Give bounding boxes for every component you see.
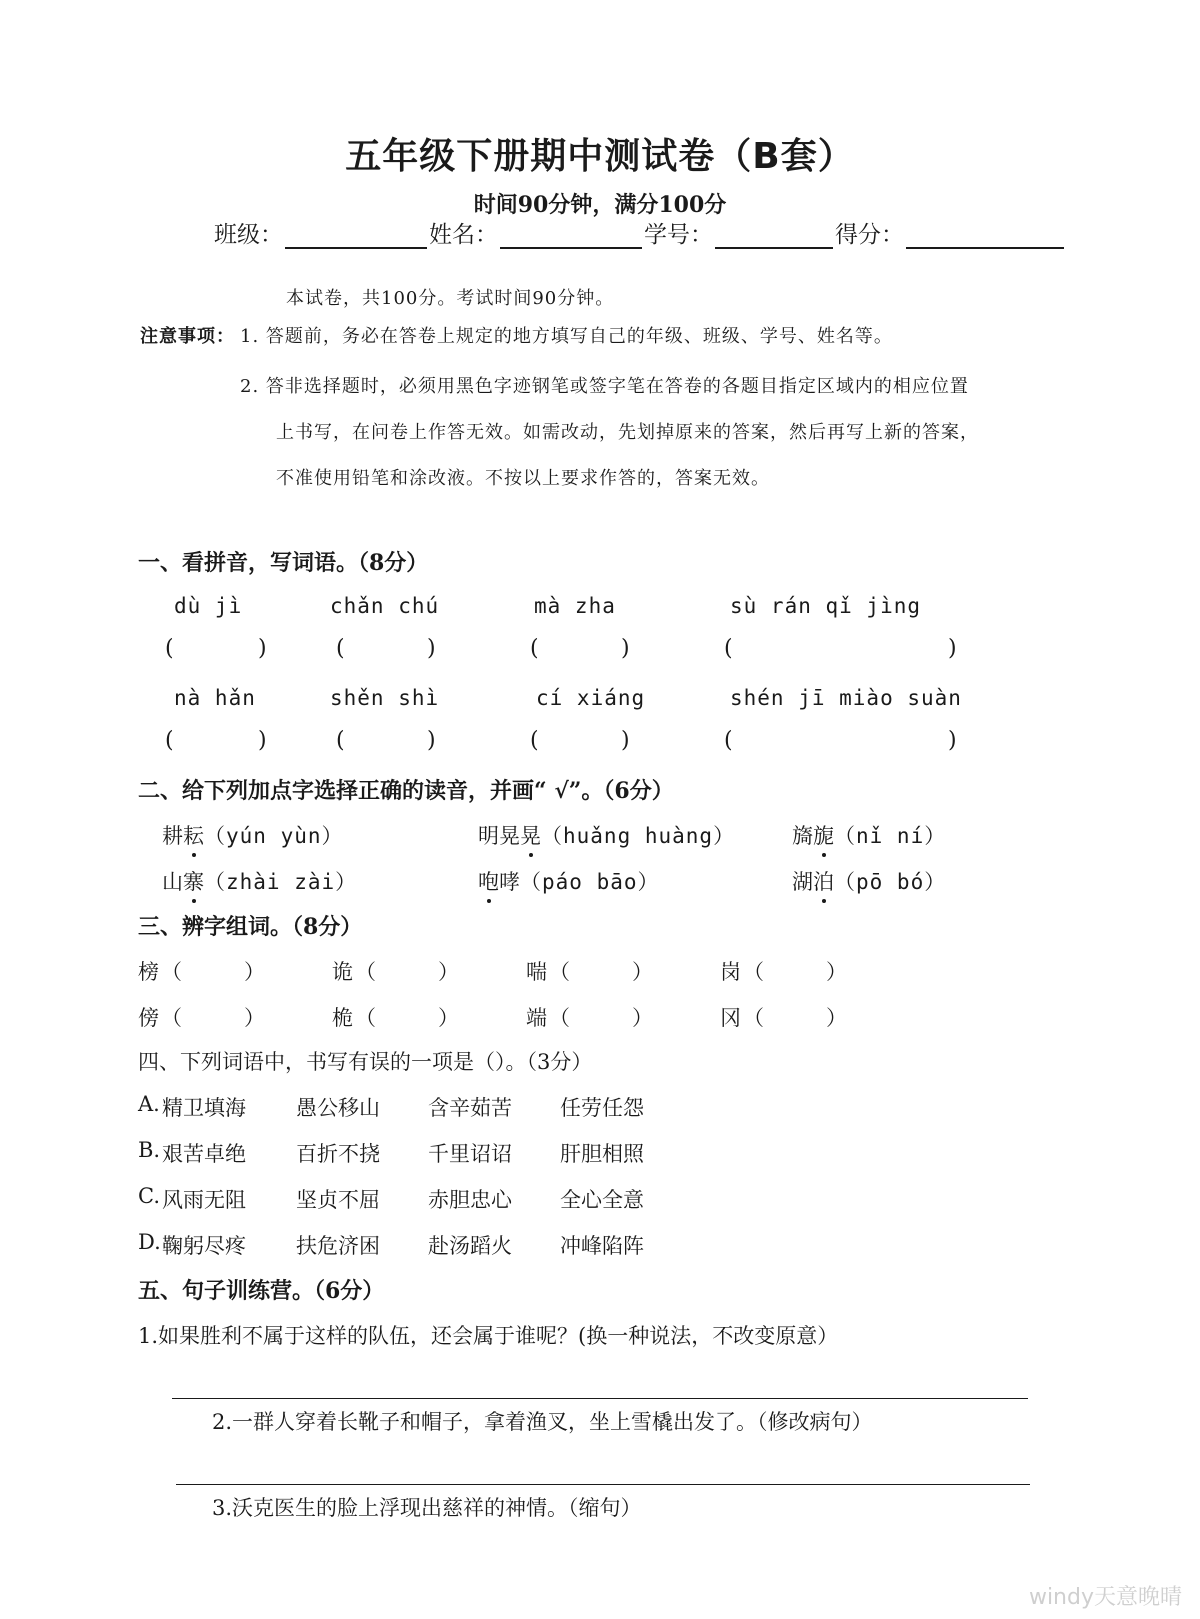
- pinyin-item: chǎn chú: [330, 594, 440, 618]
- option-word: 含辛茹苦: [428, 1096, 512, 1120]
- answer-paren-open: (: [724, 636, 733, 661]
- option-word: 风雨无阻: [162, 1188, 246, 1212]
- class-blank[interactable]: [285, 225, 427, 249]
- option-word: 扶危济困: [296, 1234, 380, 1258]
- answer-paren-open: (: [165, 728, 174, 753]
- dotted-char: 泊: [813, 866, 834, 896]
- answer-paren-close: ): [427, 636, 436, 661]
- option-word: 冲峰陷阵: [560, 1234, 644, 1258]
- answer-paren-open: (: [530, 728, 539, 753]
- option-letter: C.: [138, 1184, 160, 1208]
- option-word: 愚公移山: [296, 1096, 380, 1120]
- char-group-item: 诡（ ）: [332, 960, 459, 984]
- name-blank[interactable]: [500, 225, 642, 249]
- char-group-item: 傍（ ）: [138, 1006, 265, 1030]
- reading-item: 湖泊（pō bó）: [792, 866, 946, 896]
- pinyin-item: shén jī miào suàn: [730, 686, 962, 710]
- class-label: 班级：: [214, 222, 283, 248]
- answer-paren-open: (: [336, 636, 345, 661]
- student-number-label: 学号：: [644, 222, 713, 248]
- answer-paren-close: ): [948, 636, 957, 661]
- option-word: 赴汤蹈火: [428, 1234, 512, 1258]
- pinyin-item: cí xiáng: [536, 686, 646, 710]
- pinyin-item: sù rán qǐ jìng: [730, 594, 922, 618]
- option-word: 鞠躬尽疼: [162, 1234, 246, 1258]
- answer-paren-close: ): [948, 728, 957, 753]
- option-word: 肝胆相照: [560, 1142, 644, 1166]
- option-letter: A.: [138, 1092, 160, 1116]
- section-4-heading: 四、下列词语中，书写有误的一项是（）。（3分）: [138, 1050, 593, 1074]
- score-label: 得分：: [835, 222, 904, 248]
- reading-item: 明晃晃（huǎng huàng）: [478, 820, 735, 850]
- sentence-question-3: 3.沃克医生的脸上浮现出慈祥的神情。（缩句）: [212, 1496, 642, 1520]
- answer-paren-open: (: [165, 636, 174, 661]
- exam-subtitle: 时间90分钟，满分100分: [473, 192, 727, 218]
- dotted-char: 咆: [478, 866, 499, 896]
- student-number-blank[interactable]: [715, 225, 833, 249]
- option-word: 全心全意: [560, 1188, 644, 1212]
- char-group-item: 冈（ ）: [720, 1006, 847, 1030]
- char-group-item: 端（ ）: [526, 1006, 653, 1030]
- answer-line-2[interactable]: [176, 1484, 1030, 1485]
- notice-item-2-line-1: 2. 答非选择题时，必须用黑色字迹钢笔或签字笔在答卷的各题目指定区域内的相应位置: [240, 376, 969, 397]
- page-title: 五年级下册期中测试卷（B套）: [345, 136, 855, 177]
- char-group-item: 桅（ ）: [332, 1006, 459, 1030]
- option-word: 赤胆忠心: [428, 1188, 512, 1212]
- option-word: 艰苦卓绝: [162, 1142, 246, 1166]
- option-word: 坚贞不屈: [296, 1188, 380, 1212]
- answer-paren-open: (: [530, 636, 539, 661]
- char-group-item: 喘（ ）: [526, 960, 653, 984]
- score-blank[interactable]: [906, 225, 1064, 249]
- pinyin-item: mà zha: [534, 594, 616, 618]
- dotted-char: 寨: [183, 866, 204, 896]
- answer-paren-close: ): [427, 728, 436, 753]
- dotted-char: 旎: [813, 820, 834, 850]
- dotted-char: 晃: [520, 820, 541, 850]
- option-word: 精卫填海: [162, 1096, 246, 1120]
- option-word: 任劳任怨: [560, 1096, 644, 1120]
- reading-item: 耕耘（yún yùn）: [162, 820, 344, 850]
- answer-paren-close: ): [258, 636, 267, 661]
- char-group-item: 榜（ ）: [138, 960, 265, 984]
- reading-item: 咆哮（páo bāo）: [478, 866, 660, 896]
- exam-intro: 本试卷，共100分。考试时间90分钟。: [286, 288, 615, 309]
- dotted-char: 耘: [183, 820, 204, 850]
- section-2-heading: 二、给下列加点字选择正确的读音，并画“ √”。（6分）: [138, 778, 674, 804]
- notice-label: 注意事项：: [140, 326, 235, 347]
- notice-item-1: 1. 答题前，务必在答卷上规定的地方填写自己的年级、班级、学号、姓名等。: [240, 326, 893, 347]
- answer-paren-close: ): [621, 728, 630, 753]
- reading-item: 旖旎（nǐ ní）: [792, 820, 946, 850]
- answer-paren-open: (: [724, 728, 733, 753]
- sentence-question-1: 1.如果胜利不属于这样的队伍，还会属于谁呢？(换一种说法，不改变原意）: [138, 1324, 839, 1348]
- section-3-heading: 三、辨字组词。（8分）: [138, 914, 363, 940]
- section-1-heading: 一、看拼音，写词语。（8分）: [138, 550, 429, 576]
- notice-item-2-line-2: 上书写，在问卷上作答无效。如需改动，先划掉原来的答案，然后再写上新的答案，: [276, 422, 979, 443]
- answer-paren-close: ): [258, 728, 267, 753]
- answer-paren-close: ): [621, 636, 630, 661]
- pinyin-item: dù jì: [174, 594, 243, 618]
- section-5-heading: 五、句子训练营。（6分）: [138, 1278, 385, 1304]
- pinyin-item: shěn shì: [330, 686, 440, 710]
- option-word: 百折不挠: [296, 1142, 380, 1166]
- option-letter: B.: [138, 1138, 161, 1162]
- sentence-question-2: 2.一群人穿着长靴子和帽子，拿着渔叉，坐上雪橇出发了。（修改病句）: [212, 1410, 873, 1434]
- pinyin-item: nà hǎn: [174, 686, 256, 710]
- name-label: 姓名：: [429, 222, 498, 248]
- answer-paren-open: (: [336, 728, 345, 753]
- char-group-item: 岗（ ）: [720, 960, 847, 984]
- answer-line-1[interactable]: [172, 1398, 1028, 1399]
- option-word: 千里诏诏: [428, 1142, 512, 1166]
- notice-item-2-line-3: 不准使用铅笔和涂改液。不按以上要求作答的，答案无效。: [276, 468, 770, 489]
- option-letter: D.: [138, 1230, 161, 1254]
- student-info-row: [214, 216, 1066, 249]
- reading-item: 山寨（zhài zài）: [162, 866, 357, 896]
- watermark-text: windy天意晚晴: [1028, 1585, 1182, 1610]
